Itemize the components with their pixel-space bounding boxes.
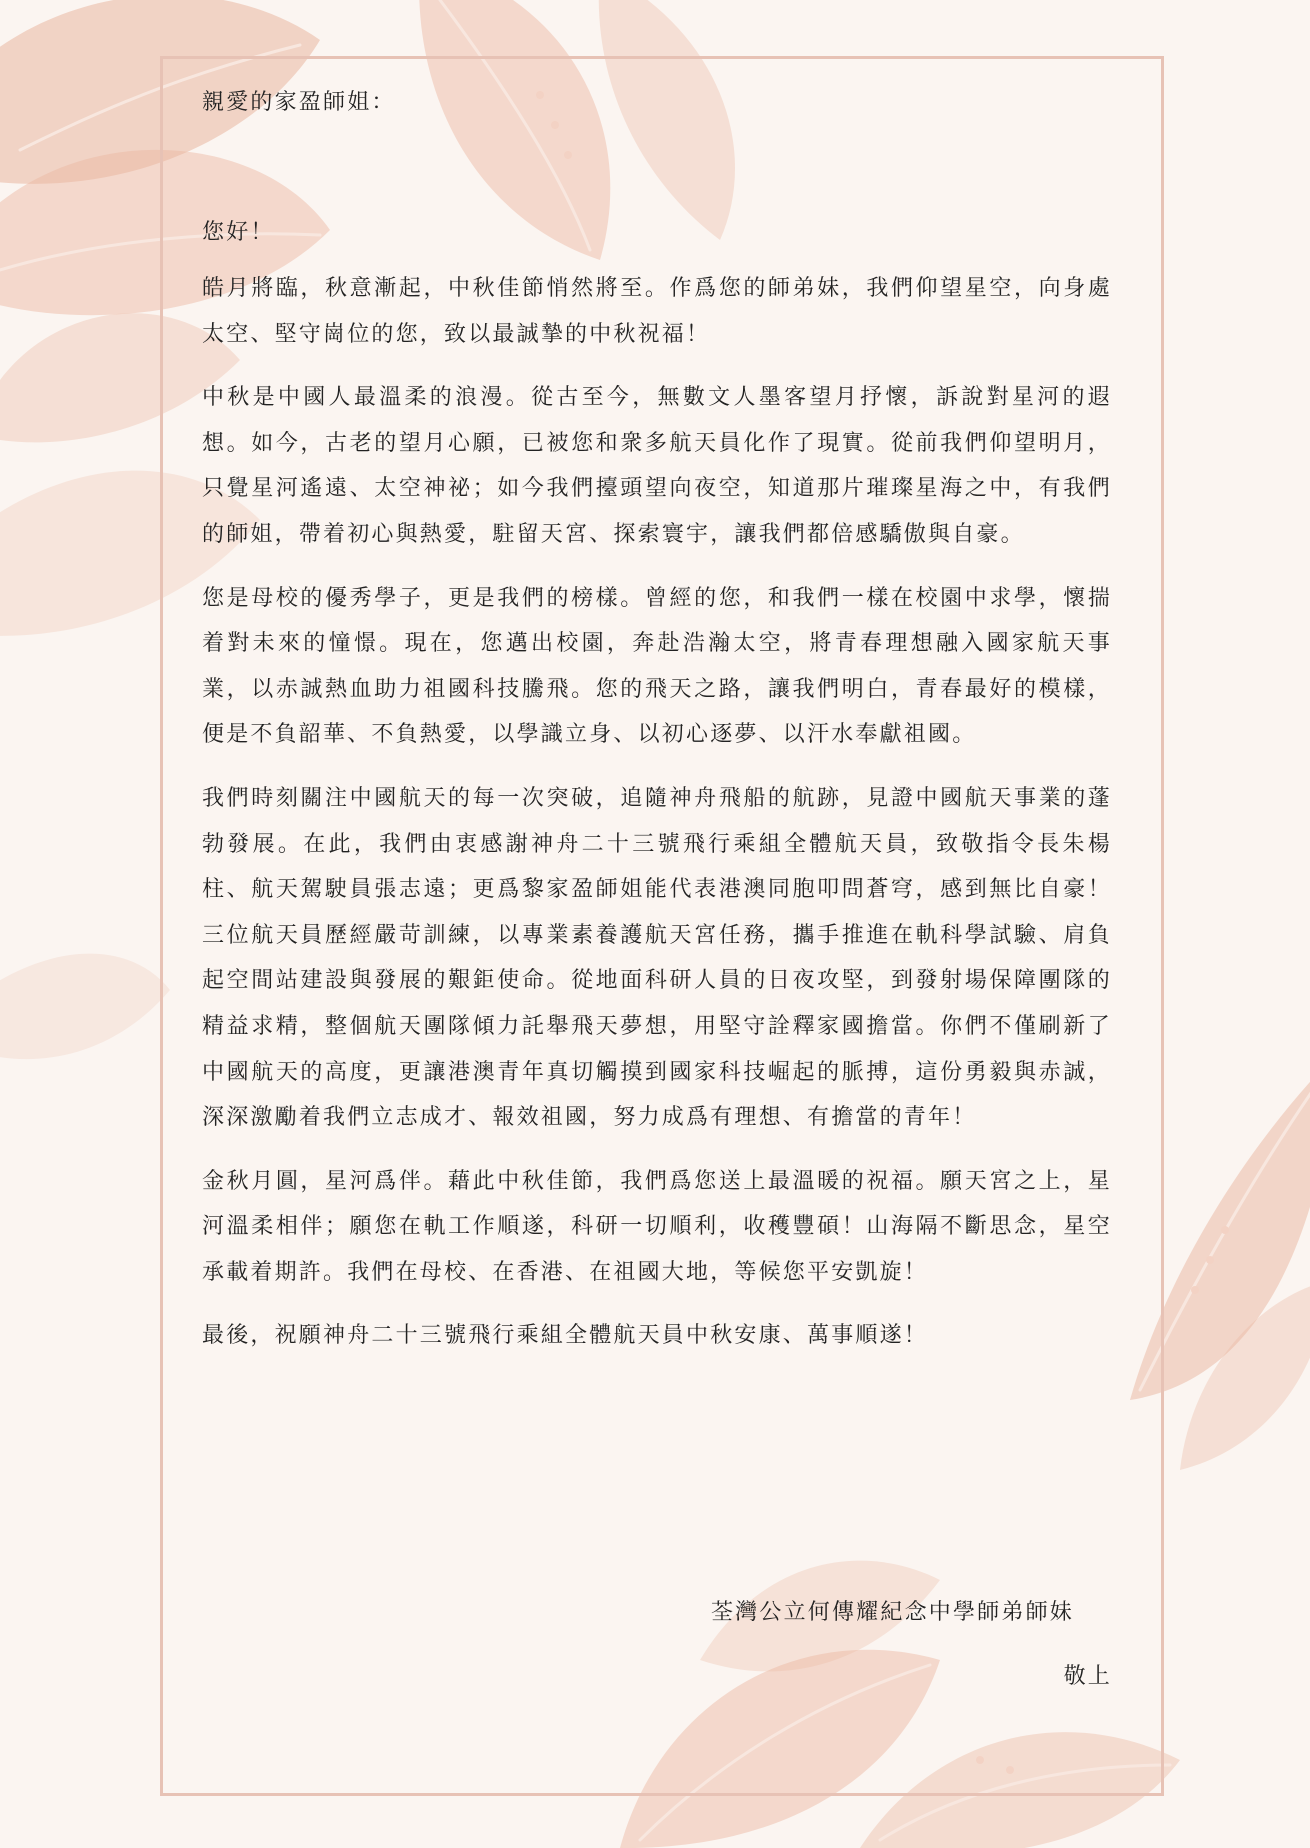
paragraph-3: 您是母校的優秀學子，更是我們的榜樣。曾經的您，和我們一樣在校園中求學，懷揣着對未來的憧憬。現在，您邁出校園，奔赴浩瀚太空，將青春理想融入國家航天事業，以赤誠熱血助力祖國科技騰飛。您的飛天之路，讓我們明白，青春最好的模樣，便是不負韶華、不負熱愛，以學識立身、以初心逐夢、以汗水奉獻祖國。 [202, 585, 1112, 748]
paragraph-6: 最後，祝願神舟二十三號飛行乘組全體航天員中秋安康、萬事順遂！ [202, 1323, 929, 1349]
paragraph-2: 中秋是中國人最溫柔的浪漫。從古至今，無數文人墨客望月抒懷，訴說對星河的遐想。如今，古老的望月心願，已被您和衆多航天員化作了現實。從前我們仰望明月，只覺星河遙遠、太空神祕；如今我們擡頭望向夜空，知道那片璀璨星海之中，有我們的師姐，帶着初心與熱愛，駐留天宮、探索寰宇，讓我們都倍感驕傲與自豪。 [202, 385, 1112, 547]
greeting: 您好！ [202, 220, 275, 245]
paragraph-1: 皓月將臨，秋意漸起，中秋佳節悄然將至。作爲您的師弟妹，我們仰望星空，向身處太空、堅守崗位的您，致以最誠摯的中秋祝福！ [202, 276, 1112, 347]
signature-close: 敬上 [1063, 1664, 1112, 1689]
salutation: 親愛的家盈師姐： [202, 90, 396, 115]
signature-org: 荃灣公立何傳耀紀念中學師弟師妹 [710, 1600, 1074, 1625]
signature-block [202, 1590, 1112, 1700]
paragraph-4: 我們時刻關注中國航天的每一次突破，追隨神舟飛船的航跡，見證中國航天事業的蓬勃發展。在此，我們由衷感謝神舟二十三號飛行乘組全體航天員，致敬指令長朱楊柱、航天駕駛員張志遠；更爲黎家盈師姐能代表港澳同胞叩問蒼穹，感到無比自豪！三位航天員歷經嚴苛訓練，以專業素養護航天宮任務，攜手推進在軌科學試驗、肩負起空間站建設與發展的艱鉅使命。從地面科研人員的日夜攻堅，到發射場保障團隊的精益求精，整個航天團隊傾力託舉飛天夢想，用堅守詮釋家國擔當。你們不僅刷新了中國航天的高度，更讓港澳青年真切觸摸到國家科技崛起的脈搏，這份勇毅與赤誠，深深激勵着我們立志成才、報效祖國，努力成爲有理想、有擔當的青年！ [202, 785, 1112, 1131]
leaf-left-mid-2 [0, 954, 170, 1059]
letter-body [202, 266, 1112, 1377]
paragraph-5: 金秋月圓，星河爲伴。藉此中秋佳節，我們爲您送上最溫暖的祝福。願天宮之上，星河溫柔相伴；願您在軌工作順遂，科研一切順利，收穫豐碩！山海隔不斷思念，星空承載着期許。我們在母校、在香港、在祖國大地，等候您平安凱旋！ [202, 1168, 1112, 1285]
